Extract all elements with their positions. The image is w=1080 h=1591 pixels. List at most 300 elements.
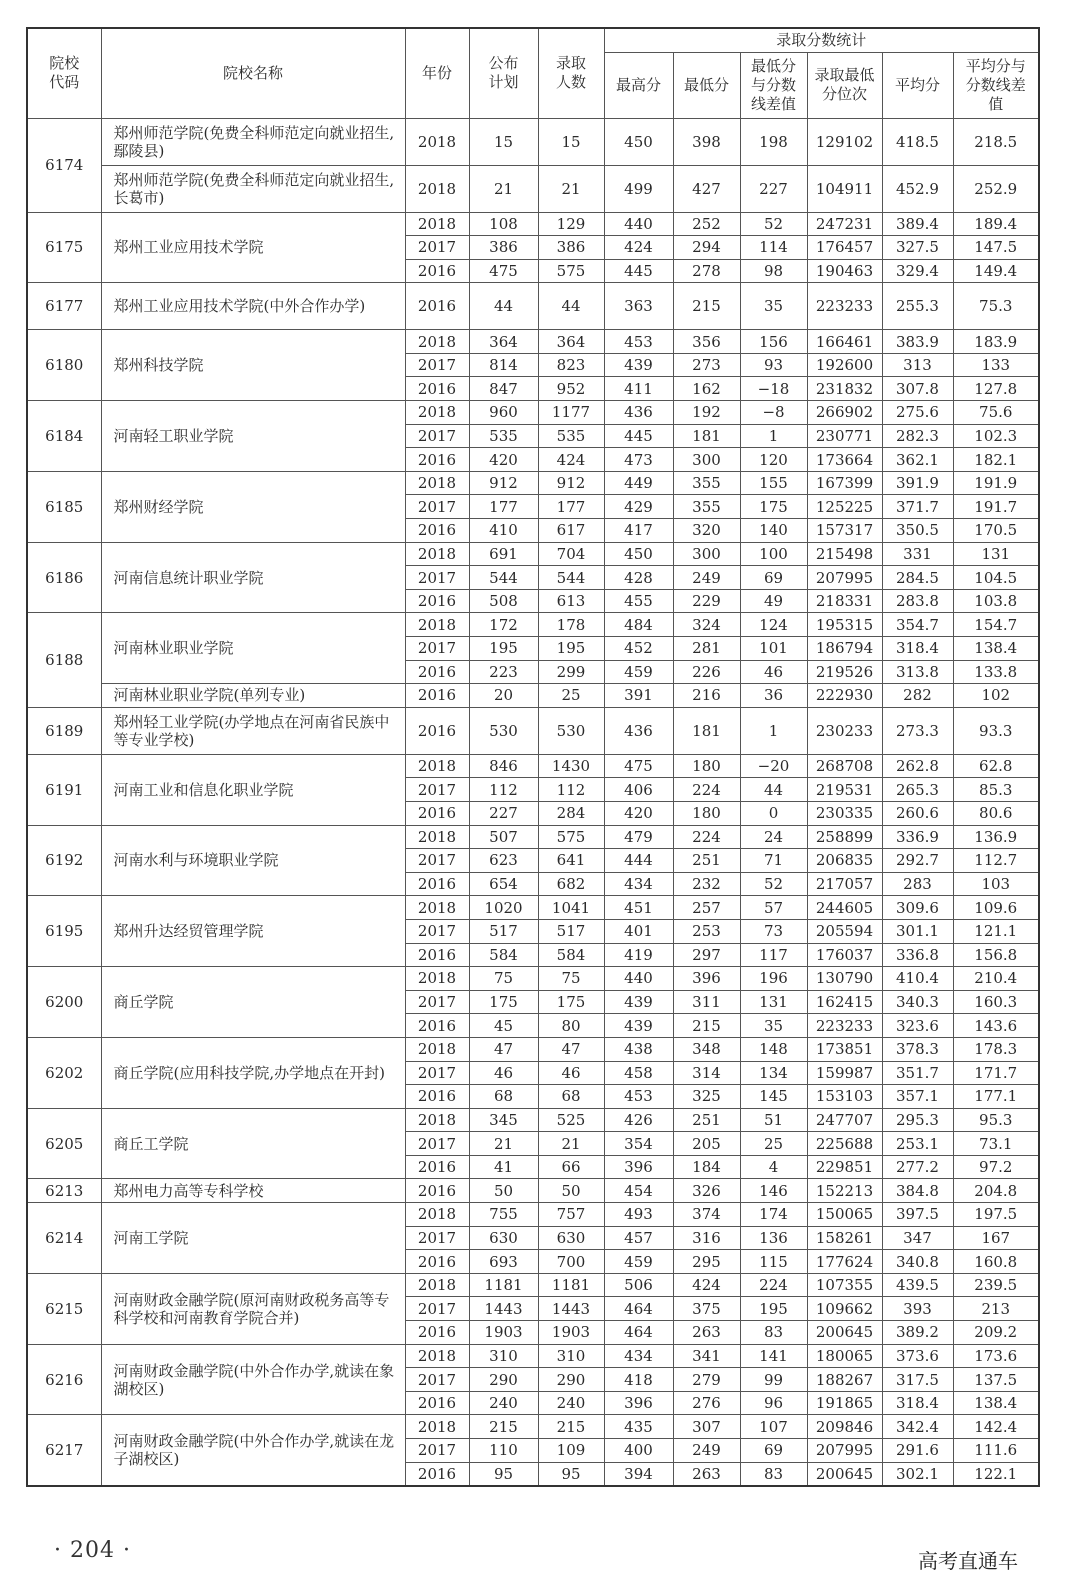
avg-diff-cell: 156.8 [953, 943, 1039, 967]
admitted-cell: 617 [538, 519, 604, 543]
school-name-cell: 河南信息统计职业学院 [101, 542, 405, 613]
school-name-cell: 河南财政金融学院(原河南财政税务高等专科学校和河南教育学院合并) [101, 1273, 405, 1344]
year-cell: 2018 [405, 754, 469, 778]
avg-diff-cell: 239.5 [953, 1273, 1039, 1297]
plan-cell: 584 [469, 943, 538, 967]
avg-score-cell: 283 [882, 872, 953, 896]
admitted-cell: 517 [538, 919, 604, 943]
school-name-cell: 商丘工学院 [101, 1108, 405, 1179]
plan-cell: 544 [469, 566, 538, 590]
min-score-cell: 232 [673, 872, 740, 896]
plan-cell: 41 [469, 1155, 538, 1179]
max-score-cell: 428 [604, 566, 673, 590]
max-score-cell: 440 [604, 967, 673, 991]
avg-score-cell: 277.2 [882, 1155, 953, 1179]
avg-diff-cell: 204.8 [953, 1179, 1039, 1203]
min-rank-cell: 247231 [807, 212, 882, 236]
school-code-cell: 6189 [27, 707, 101, 754]
avg-diff-cell: 160.8 [953, 1250, 1039, 1274]
min-score-cell: 263 [673, 1321, 740, 1345]
avg-diff-cell: 127.8 [953, 377, 1039, 401]
min-rank-cell: 217057 [807, 872, 882, 896]
min-rank-cell: 176037 [807, 943, 882, 967]
max-score-cell: 434 [604, 872, 673, 896]
max-score-cell: 394 [604, 1462, 673, 1486]
year-cell: 2017 [405, 778, 469, 802]
school-name-cell: 郑州工业应用技术学院(中外合作办学) [101, 283, 405, 330]
year-cell: 2018 [405, 471, 469, 495]
max-score-cell: 445 [604, 424, 673, 448]
avg-diff-cell: 138.4 [953, 637, 1039, 661]
avg-diff-cell: 218.5 [953, 118, 1039, 165]
min-score-cell: 320 [673, 519, 740, 543]
table-row [27, 754, 1039, 778]
avg-score-cell: 397.5 [882, 1203, 953, 1227]
min-score-cell: 356 [673, 330, 740, 354]
max-score-cell: 450 [604, 118, 673, 165]
school-code-cell: 6205 [27, 1108, 101, 1179]
plan-cell: 420 [469, 448, 538, 472]
min-diff-cell: 198 [740, 118, 807, 165]
admitted-cell: 1181 [538, 1273, 604, 1297]
admission-score-table [26, 27, 1040, 1487]
min-score-cell: 297 [673, 943, 740, 967]
plan-cell: 108 [469, 212, 538, 236]
plan-cell: 21 [469, 1132, 538, 1156]
year-cell: 2017 [405, 1368, 469, 1392]
table-row [27, 1037, 1039, 1061]
max-score-cell: 436 [604, 401, 673, 425]
avg-diff-cell: 80.6 [953, 801, 1039, 825]
min-score-cell: 424 [673, 1273, 740, 1297]
min-diff-cell: 35 [740, 1014, 807, 1038]
min-rank-cell: 207995 [807, 566, 882, 590]
min-diff-cell: 51 [740, 1108, 807, 1132]
year-cell: 2016 [405, 1321, 469, 1345]
min-score-cell: 374 [673, 1203, 740, 1227]
plan-cell: 175 [469, 990, 538, 1014]
year-cell: 2017 [405, 495, 469, 519]
avg-diff-cell: 111.6 [953, 1439, 1039, 1463]
avg-score-cell: 373.6 [882, 1344, 953, 1368]
plan-cell: 517 [469, 919, 538, 943]
avg-diff-cell: 183.9 [953, 330, 1039, 354]
max-score-cell: 484 [604, 613, 673, 637]
school-code-cell: 6174 [27, 118, 101, 212]
min-score-cell: 325 [673, 1085, 740, 1109]
year-cell: 2017 [405, 849, 469, 873]
max-score-cell: 499 [604, 165, 673, 212]
min-diff-cell: 57 [740, 896, 807, 920]
admitted-cell: 175 [538, 990, 604, 1014]
admitted-cell: 682 [538, 872, 604, 896]
min-rank-cell: 188267 [807, 1368, 882, 1392]
min-score-cell: 273 [673, 353, 740, 377]
header-min-diff: 最低分与分数线差值 [740, 52, 807, 118]
admitted-cell: 386 [538, 236, 604, 260]
admitted-cell: 44 [538, 283, 604, 330]
avg-diff-cell: 121.1 [953, 919, 1039, 943]
header-avg-diff: 平均分与分数线差值 [953, 52, 1039, 118]
min-rank-cell: 200645 [807, 1321, 882, 1345]
min-diff-cell: 25 [740, 1132, 807, 1156]
avg-score-cell: 275.6 [882, 401, 953, 425]
school-name-cell: 郑州科技学院 [101, 330, 405, 401]
min-diff-cell: 140 [740, 519, 807, 543]
admitted-cell: 284 [538, 801, 604, 825]
max-score-cell: 434 [604, 1344, 673, 1368]
max-score-cell: 464 [604, 1321, 673, 1345]
avg-diff-cell: 112.7 [953, 849, 1039, 873]
school-code-cell: 6184 [27, 401, 101, 472]
min-diff-cell: 36 [740, 684, 807, 708]
max-score-cell: 419 [604, 943, 673, 967]
year-cell: 2017 [405, 1439, 469, 1463]
year-cell: 2016 [405, 377, 469, 401]
min-diff-cell: 196 [740, 967, 807, 991]
max-score-cell: 354 [604, 1132, 673, 1156]
min-diff-cell: 131 [740, 990, 807, 1014]
plan-cell: 47 [469, 1037, 538, 1061]
min-diff-cell: 0 [740, 801, 807, 825]
avg-score-cell: 389.2 [882, 1321, 953, 1345]
school-name-cell: 河南工学院 [101, 1203, 405, 1274]
max-score-cell: 363 [604, 283, 673, 330]
min-rank-cell: 125225 [807, 495, 882, 519]
plan-cell: 1903 [469, 1321, 538, 1345]
min-diff-cell: 98 [740, 259, 807, 283]
min-rank-cell: 190463 [807, 259, 882, 283]
min-rank-cell: 218331 [807, 589, 882, 613]
max-score-cell: 435 [604, 1415, 673, 1439]
min-score-cell: 311 [673, 990, 740, 1014]
year-cell: 2018 [405, 1203, 469, 1227]
min-score-cell: 324 [673, 613, 740, 637]
avg-diff-cell: 177.1 [953, 1085, 1039, 1109]
max-score-cell: 451 [604, 896, 673, 920]
admitted-cell: 584 [538, 943, 604, 967]
min-rank-cell: 186794 [807, 637, 882, 661]
min-score-cell: 226 [673, 660, 740, 684]
max-score-cell: 449 [604, 471, 673, 495]
max-score-cell: 418 [604, 1368, 673, 1392]
year-cell: 2017 [405, 919, 469, 943]
school-name-cell: 河南工业和信息化职业学院 [101, 754, 405, 825]
avg-diff-cell: 197.5 [953, 1203, 1039, 1227]
header-code: 院校代码 [27, 28, 101, 118]
avg-score-cell: 336.8 [882, 943, 953, 967]
max-score-cell: 455 [604, 589, 673, 613]
min-score-cell: 314 [673, 1061, 740, 1085]
school-code-cell: 6216 [27, 1344, 101, 1415]
avg-diff-cell: 133.8 [953, 660, 1039, 684]
admitted-cell: 613 [538, 589, 604, 613]
avg-score-cell: 291.6 [882, 1439, 953, 1463]
table-row [27, 1344, 1039, 1368]
min-score-cell: 205 [673, 1132, 740, 1156]
avg-diff-cell: 210.4 [953, 967, 1039, 991]
min-rank-cell: 219531 [807, 778, 882, 802]
min-score-cell: 278 [673, 259, 740, 283]
school-name-cell: 郑州电力高等专科学校 [101, 1179, 405, 1203]
avg-diff-cell: 137.5 [953, 1368, 1039, 1392]
avg-score-cell: 340.8 [882, 1250, 953, 1274]
year-cell: 2018 [405, 825, 469, 849]
year-cell: 2017 [405, 1297, 469, 1321]
admitted-cell: 75 [538, 967, 604, 991]
admitted-cell: 530 [538, 707, 604, 754]
plan-cell: 630 [469, 1226, 538, 1250]
min-rank-cell: 109662 [807, 1297, 882, 1321]
avg-score-cell: 307.8 [882, 377, 953, 401]
min-score-cell: 184 [673, 1155, 740, 1179]
year-cell: 2016 [405, 872, 469, 896]
year-cell: 2016 [405, 259, 469, 283]
admitted-cell: 535 [538, 424, 604, 448]
year-cell: 2017 [405, 637, 469, 661]
avg-score-cell: 318.4 [882, 637, 953, 661]
avg-score-cell: 284.5 [882, 566, 953, 590]
avg-score-cell: 295.3 [882, 1108, 953, 1132]
year-cell: 2018 [405, 1415, 469, 1439]
year-cell: 2016 [405, 1085, 469, 1109]
min-rank-cell: 209846 [807, 1415, 882, 1439]
plan-cell: 310 [469, 1344, 538, 1368]
min-score-cell: 427 [673, 165, 740, 212]
min-diff-cell: 69 [740, 1439, 807, 1463]
max-score-cell: 444 [604, 849, 673, 873]
avg-diff-cell: 154.7 [953, 613, 1039, 637]
min-score-cell: 276 [673, 1391, 740, 1415]
min-rank-cell: 167399 [807, 471, 882, 495]
min-score-cell: 251 [673, 849, 740, 873]
min-score-cell: 300 [673, 542, 740, 566]
avg-score-cell: 282 [882, 684, 953, 708]
plan-cell: 15 [469, 118, 538, 165]
admitted-cell: 112 [538, 778, 604, 802]
avg-score-cell: 350.5 [882, 519, 953, 543]
school-name-cell: 河南轻工职业学院 [101, 401, 405, 472]
plan-cell: 654 [469, 872, 538, 896]
header-min-rank: 录取最低分位次 [807, 52, 882, 118]
max-score-cell: 439 [604, 1014, 673, 1038]
admitted-cell: 299 [538, 660, 604, 684]
avg-diff-cell: 147.5 [953, 236, 1039, 260]
admitted-cell: 630 [538, 1226, 604, 1250]
min-rank-cell: 230233 [807, 707, 882, 754]
year-cell: 2017 [405, 1132, 469, 1156]
table-row [27, 896, 1039, 920]
avg-score-cell: 273.3 [882, 707, 953, 754]
min-diff-cell: 227 [740, 165, 807, 212]
table-row [27, 1108, 1039, 1132]
avg-score-cell: 282.3 [882, 424, 953, 448]
header-min: 最低分 [673, 52, 740, 118]
school-name-cell: 河南财政金融学院(中外合作办学,就读在龙子湖校区) [101, 1415, 405, 1486]
min-rank-cell: 207995 [807, 1439, 882, 1463]
plan-cell: 691 [469, 542, 538, 566]
plan-cell: 508 [469, 589, 538, 613]
admitted-cell: 310 [538, 1344, 604, 1368]
avg-score-cell: 410.4 [882, 967, 953, 991]
plan-cell: 45 [469, 1014, 538, 1038]
min-score-cell: 192 [673, 401, 740, 425]
plan-cell: 507 [469, 825, 538, 849]
year-cell: 2018 [405, 401, 469, 425]
min-diff-cell: 134 [740, 1061, 807, 1085]
max-score-cell: 391 [604, 684, 673, 708]
avg-diff-cell: 122.1 [953, 1462, 1039, 1486]
min-score-cell: 249 [673, 1439, 740, 1463]
min-diff-cell: 115 [740, 1250, 807, 1274]
plan-cell: 846 [469, 754, 538, 778]
min-diff-cell: 175 [740, 495, 807, 519]
school-name-cell: 郑州师范学院(免费全科师范定向就业招生,鄢陵县) [101, 118, 405, 165]
min-diff-cell: 24 [740, 825, 807, 849]
year-cell: 2017 [405, 353, 469, 377]
min-rank-cell: 162415 [807, 990, 882, 1014]
avg-score-cell: 351.7 [882, 1061, 953, 1085]
min-score-cell: 307 [673, 1415, 740, 1439]
avg-diff-cell: 93.3 [953, 707, 1039, 754]
plan-cell: 46 [469, 1061, 538, 1085]
plan-cell: 290 [469, 1368, 538, 1392]
max-score-cell: 438 [604, 1037, 673, 1061]
plan-cell: 44 [469, 283, 538, 330]
plan-cell: 110 [469, 1439, 538, 1463]
header-avg: 平均分 [882, 52, 953, 118]
school-name-cell: 河南财政金融学院(中外合作办学,就读在象湖校区) [101, 1344, 405, 1415]
min-diff-cell: 73 [740, 919, 807, 943]
table-row [27, 825, 1039, 849]
min-diff-cell: −20 [740, 754, 807, 778]
max-score-cell: 411 [604, 377, 673, 401]
school-name-cell: 郑州升达经贸管理学院 [101, 896, 405, 967]
plan-cell: 693 [469, 1250, 538, 1274]
year-cell: 2018 [405, 1344, 469, 1368]
min-diff-cell: 155 [740, 471, 807, 495]
avg-score-cell: 383.9 [882, 330, 953, 354]
school-name-cell: 郑州轻工业学院(办学地点在河南省民族中等专业学校) [101, 707, 405, 754]
max-score-cell: 458 [604, 1061, 673, 1085]
admitted-cell: 68 [538, 1085, 604, 1109]
min-diff-cell: 100 [740, 542, 807, 566]
plan-cell: 386 [469, 236, 538, 260]
min-rank-cell: 229851 [807, 1155, 882, 1179]
max-score-cell: 464 [604, 1297, 673, 1321]
min-rank-cell: 176457 [807, 236, 882, 260]
min-diff-cell: 101 [740, 637, 807, 661]
avg-diff-cell: 95.3 [953, 1108, 1039, 1132]
avg-diff-cell: 103.8 [953, 589, 1039, 613]
admitted-cell: 177 [538, 495, 604, 519]
year-cell: 2018 [405, 1037, 469, 1061]
min-diff-cell: 195 [740, 1297, 807, 1321]
table-row [27, 613, 1039, 637]
min-rank-cell: 266902 [807, 401, 882, 425]
year-cell: 2016 [405, 1014, 469, 1038]
watermark-text: 高考直通车 [918, 1549, 1018, 1573]
year-cell: 2018 [405, 212, 469, 236]
min-score-cell: 281 [673, 637, 740, 661]
max-score-cell: 459 [604, 1250, 673, 1274]
max-score-cell: 452 [604, 637, 673, 661]
max-score-cell: 406 [604, 778, 673, 802]
min-rank-cell: 166461 [807, 330, 882, 354]
min-score-cell: 181 [673, 424, 740, 448]
min-diff-cell: 35 [740, 283, 807, 330]
max-score-cell: 429 [604, 495, 673, 519]
admitted-cell: 1430 [538, 754, 604, 778]
min-rank-cell: 177624 [807, 1250, 882, 1274]
min-score-cell: 224 [673, 778, 740, 802]
min-score-cell: 181 [673, 707, 740, 754]
admitted-cell: 109 [538, 1439, 604, 1463]
min-diff-cell: 69 [740, 566, 807, 590]
school-code-cell: 6192 [27, 825, 101, 896]
avg-score-cell: 309.6 [882, 896, 953, 920]
avg-diff-cell: 73.1 [953, 1132, 1039, 1156]
plan-cell: 223 [469, 660, 538, 684]
table-header [27, 28, 1039, 118]
min-diff-cell: 93 [740, 353, 807, 377]
min-rank-cell: 231832 [807, 377, 882, 401]
min-rank-cell: 244605 [807, 896, 882, 920]
admitted-cell: 215 [538, 1415, 604, 1439]
plan-cell: 215 [469, 1415, 538, 1439]
year-cell: 2017 [405, 236, 469, 260]
table-row [27, 967, 1039, 991]
admitted-cell: 641 [538, 849, 604, 873]
min-diff-cell: 83 [740, 1321, 807, 1345]
min-rank-cell: 150065 [807, 1203, 882, 1227]
plan-cell: 1443 [469, 1297, 538, 1321]
year-cell: 2016 [405, 684, 469, 708]
year-cell: 2016 [405, 283, 469, 330]
min-diff-cell: 44 [740, 778, 807, 802]
min-diff-cell: 145 [740, 1085, 807, 1109]
avg-score-cell: 262.8 [882, 754, 953, 778]
avg-score-cell: 354.7 [882, 613, 953, 637]
avg-score-cell: 317.5 [882, 1368, 953, 1392]
admitted-cell: 50 [538, 1179, 604, 1203]
year-cell: 2016 [405, 660, 469, 684]
school-code-cell: 6214 [27, 1203, 101, 1274]
avg-diff-cell: 97.2 [953, 1155, 1039, 1179]
avg-score-cell: 391.9 [882, 471, 953, 495]
admitted-cell: 525 [538, 1108, 604, 1132]
avg-score-cell: 260.6 [882, 801, 953, 825]
avg-score-cell: 439.5 [882, 1273, 953, 1297]
avg-score-cell: 357.1 [882, 1085, 953, 1109]
max-score-cell: 445 [604, 259, 673, 283]
min-score-cell: 224 [673, 825, 740, 849]
admitted-cell: 912 [538, 471, 604, 495]
max-score-cell: 401 [604, 919, 673, 943]
school-code-cell: 6175 [27, 212, 101, 283]
admitted-cell: 1177 [538, 401, 604, 425]
min-score-cell: 263 [673, 1462, 740, 1486]
table-row [27, 707, 1039, 754]
avg-diff-cell: 252.9 [953, 165, 1039, 212]
min-diff-cell: 83 [740, 1462, 807, 1486]
school-code-cell: 6200 [27, 967, 101, 1038]
school-code-cell: 6177 [27, 283, 101, 330]
max-score-cell: 440 [604, 212, 673, 236]
table-row [27, 684, 1039, 708]
min-rank-cell: 205594 [807, 919, 882, 943]
admitted-cell: 21 [538, 165, 604, 212]
